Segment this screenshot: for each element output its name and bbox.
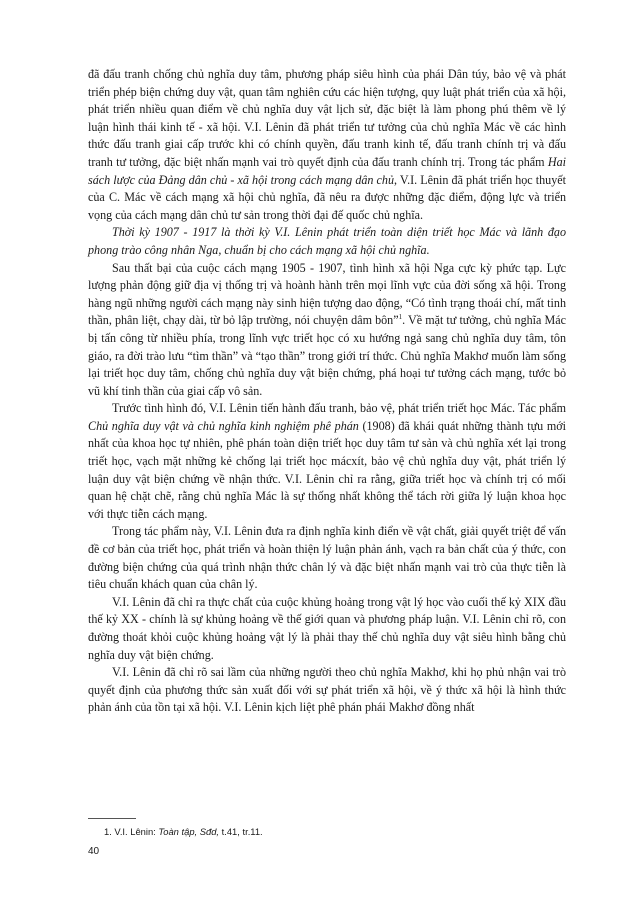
body-text bbox=[88, 66, 566, 717]
paragraph-5: Trong tác phẩm này, V.I. Lênin đưa ra định nghĩa kinh điển về vật chất, giải quyết triệt để vấn đề cơ bản của triết học, phát triển và hoàn thiện lý luận phản ánh, vạch ra bản chất của ý thức, con đường biện chứng của quá trình nhận thức chân lý và đặc biệt nhấn mạnh vai trò của thực tiễn là tiêu chuẩn khách quan của chân lý. bbox=[88, 524, 566, 592]
period-heading-text: Thời kỳ 1907 - 1917 là thời kỳ V.I. Lênin phát triển toàn diện triết học Mác và lãnh đạo phong trào công nhân Nga, chuẩn bị cho cách mạng xã hội chủ nghĩa. bbox=[88, 225, 566, 257]
period-heading bbox=[88, 224, 566, 259]
paragraph-3-text-b: . Về mặt tư tưởng, chủ nghĩa Mác bị tấn công từ nhiều phía, trong lĩnh vực triết học có xu hướng ngả sang chủ nghĩa duy tâm, tôn giáo, ra đời trào lưu “tìm thần” và “tạo thần” trong giới trí thức. Chủ nghĩa Makhơ muốn làm sống lại triết học duy tâm, chống chủ nghĩa duy vật biện chứng, phá hoại tư tưởng cách mạng, tước bỏ vũ khí tinh thần của giai cấp vô sản. bbox=[88, 313, 566, 398]
footnote bbox=[104, 826, 544, 838]
paragraph-6: V.I. Lênin đã chỉ ra thực chất của cuộc khủng hoảng trong vật lý học vào cuối thế kỷ XIX đầu thế kỷ XX - chính là sự khủng hoảng về thế giới quan và phương pháp luận. V.I. Lênin chỉ rõ, con đường thoát khỏi cuộc khủng hoảng vật lý là phải thay thế chủ nghĩa duy vật siêu hình bằng chủ nghĩa duy vật biện chứng. bbox=[88, 594, 566, 662]
paragraph-4-text-b: (1908) đã khái quát những thành tựu mới nhất của khoa học tự nhiên, phê phán toàn diện triết học duy tâm tư sản và chủ nghĩa xét lại trong triết học, vạch mặt những kẻ chống lại triết học mácxít, bảo vệ chủ nghĩa duy vật, phát triển lý luận duy vật biện chứng về nhận thức. V.I. Lênin chỉ ra rằng, giữa triết học và chính trị có mối quan hệ chặt chẽ, rằng chủ nghĩa Mác là sự thống nhất không thể tách rời giữa lý luận khoa học với thực tiễn cách mạng. bbox=[88, 418, 566, 521]
paragraph-4-text-a: Trước tình hình đó, V.I. Lênin tiến hành đấu tranh, bảo vệ, phát triển triết học Mác. Tác phẩm bbox=[112, 401, 566, 416]
footnote-text-b: t.41, tr.11. bbox=[219, 826, 263, 837]
paragraph-1-text-a: đã đấu tranh chống chủ nghĩa duy tâm, phương pháp siêu hình của phái Dân túy, bảo vệ và phát triển phép biện chứng duy vật, quan tâm nghiên cứu các hiện tượng, quy luật phát triển của xã hội, phát triển nhiều quan điểm về chủ nghĩa duy vật lịch sử, đặc biệt là làm phong phú thêm về lý luận hình thái kinh tế - xã hội. V.I. Lênin đã phát triển tư tưởng của chủ nghĩa Mác về các hình thức đấu tranh giai cấp trước khi có chính quyền, đấu tranh kinh tế, đấu tranh chính trị và đấu tranh tư tưởng, đặc biệt nhấn mạnh vai trò quyết định của đấu tranh chính trị. Trong tác phẩm bbox=[88, 67, 566, 169]
paragraph-4-italic-title: Chủ nghĩa duy vật và chủ nghĩa kinh nghiệm phê phán bbox=[88, 418, 359, 433]
paragraph-3 bbox=[88, 260, 566, 401]
footnote-text-a: 1. V.I. Lênin: bbox=[104, 826, 159, 837]
paragraph-1-text-b: , V.I. Lênin đã phát triển học thuyết của C. Mác về cách mạng xã hội chủ nghĩa, đã nêu ra được những đặc điểm, động lực và triển vọng của cách mạng dân chủ tư sản trong thời đại đế quốc chủ nghĩa. bbox=[88, 172, 566, 222]
paragraph-4 bbox=[88, 400, 566, 523]
paragraph-1 bbox=[88, 66, 566, 224]
footnote-italic: Toàn tập, Sđd, bbox=[158, 826, 220, 837]
footnote-reference: 1 bbox=[398, 313, 403, 322]
paragraph-7: V.I. Lênin đã chỉ rõ sai lầm của những người theo chủ nghĩa Makhơ, khi họ phủ nhận vai trò quyết định của phương thức sản xuất đối với sự phát triển xã hội, về ý thức xã hội là hình thức phản ánh của tồn tại xã hội. V.I. Lênin kịch liệt phê phán phái Makhơ đồng nhất bbox=[88, 665, 566, 715]
footnote-divider bbox=[88, 818, 136, 819]
paragraph-3-text-a: Sau thất bại của cuộc cách mạng 1905 - 1907, tình hình xã hội Nga cực kỳ phức tạp. Lực lượng phản động giữ địa vị thống trị và hoành hành trên mọi lĩnh vực của đời sống xã hội. Trong hàng ngũ những người cách mạng này sinh hiện tượng dao động, “Có tình trạng thoái chí, mất tinh thần, phân liệt, chạy dài, từ bỏ lập trường, nói chuyện dâm bôn” bbox=[88, 260, 566, 328]
page-number: 40 bbox=[88, 846, 100, 857]
paragraph-1-italic-title: Hai sách lược của Đảng dân chủ - xã hội trong cách mạng dân chủ bbox=[88, 154, 566, 187]
